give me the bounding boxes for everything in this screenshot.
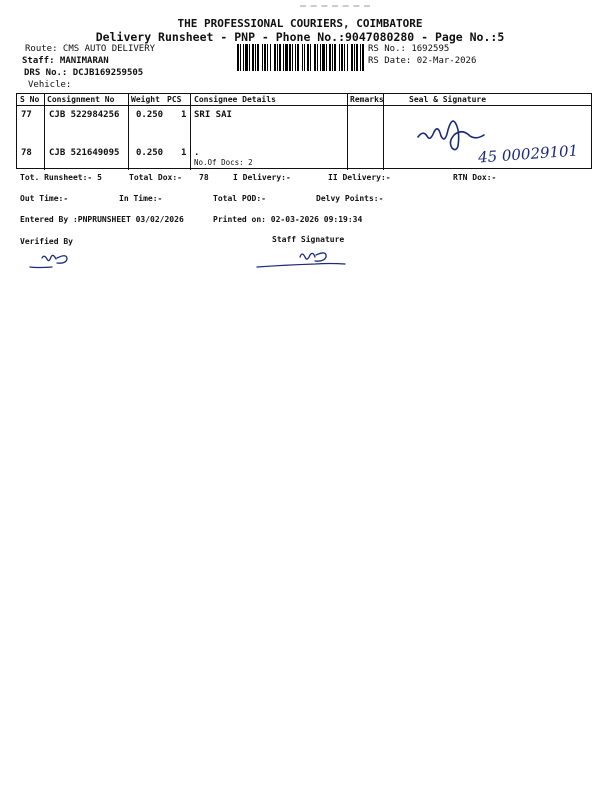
staff-signature-scribble bbox=[255, 242, 355, 272]
row1-weight: 0.250 bbox=[136, 110, 164, 120]
barcode-bar bbox=[362, 44, 364, 71]
header-remarks: Remarks bbox=[350, 95, 384, 104]
row2-sno: 78 bbox=[21, 148, 32, 158]
row2-consignee: . bbox=[194, 148, 200, 158]
runsheet-title: Delivery Runsheet - PNP - Phone No.:9047080280 - Page No.:5 bbox=[95, 30, 505, 44]
barcode-bar bbox=[262, 44, 263, 71]
row1-sno: 77 bbox=[21, 110, 32, 120]
barcode-bar bbox=[283, 44, 284, 71]
barcode-bar bbox=[356, 44, 358, 71]
row2-consignment: CJB 521649095 bbox=[49, 148, 120, 158]
rtn-dox-label: RTN Dox:- bbox=[453, 173, 497, 182]
barcode-bar bbox=[249, 44, 250, 71]
rs-no-text: RS No.: 1692595 bbox=[368, 44, 450, 54]
total-dox-label: Total Dox:- bbox=[129, 173, 182, 182]
header-consignee: Consignee Details bbox=[194, 95, 276, 104]
barcode-bar bbox=[302, 44, 303, 71]
barcode-bar bbox=[267, 44, 268, 71]
row1-consignee: SRI SAI bbox=[194, 110, 232, 120]
drs-text: DRS No.: DCJB169259505 bbox=[24, 68, 144, 78]
vehicle-text: Vehicle: bbox=[28, 80, 72, 90]
staff-signature-label: Staff Signature bbox=[272, 235, 345, 244]
barcode-bar bbox=[307, 44, 309, 71]
barcode-bar bbox=[289, 44, 291, 71]
header-consignment: Consignment No bbox=[47, 95, 115, 104]
out-time-label: Out Time:- bbox=[20, 194, 69, 203]
company-title: THE PROFESSIONAL COURIERS, COIMBATORE bbox=[177, 17, 423, 30]
barcode-bar bbox=[237, 44, 239, 71]
barcode-bar bbox=[344, 44, 345, 71]
barcode-bar bbox=[347, 44, 348, 71]
total-pod-label: Total POD:- bbox=[213, 194, 266, 203]
staff-text: Staff: MANIMARAN bbox=[22, 56, 109, 66]
barcode-bar bbox=[264, 44, 266, 71]
route-text: Route: CMS AUTO DELIVERY bbox=[25, 44, 156, 54]
barcode-bar bbox=[277, 44, 278, 71]
barcode-bar bbox=[360, 44, 361, 71]
barcode-bar bbox=[285, 44, 288, 71]
barcode-bar bbox=[243, 44, 244, 71]
barcode-bar bbox=[245, 44, 248, 71]
total-dox-value: 78 bbox=[199, 173, 209, 182]
barcode-bar bbox=[297, 44, 299, 71]
header-seal-signature: Seal & Signature bbox=[409, 95, 487, 104]
row2-pcs: 1 bbox=[181, 148, 187, 158]
barcode-bar bbox=[329, 44, 331, 71]
barcode-bar bbox=[304, 44, 305, 71]
printed-on-text: Printed on: 02-03-2026 09:19:34 bbox=[213, 215, 363, 224]
barcode-bar bbox=[240, 44, 241, 71]
row2-docs-count: No.Of Docs: 2 bbox=[194, 158, 253, 167]
barcode-bar bbox=[255, 44, 256, 71]
in-time-label: In Time:- bbox=[119, 194, 163, 203]
rs-date-text: RS Date: 02-Mar-2026 bbox=[368, 56, 477, 66]
verified-signature-scribble bbox=[12, 248, 72, 273]
barcode-bar bbox=[341, 44, 343, 71]
barcode-bar bbox=[310, 44, 311, 71]
barcode-bar bbox=[326, 44, 327, 71]
row2-weight: 0.250 bbox=[136, 148, 164, 158]
row1-consignment: CJB 522984256 bbox=[49, 110, 120, 120]
header-pcs: PCS bbox=[167, 95, 182, 104]
barcode-bar bbox=[314, 44, 316, 71]
barcode-bar bbox=[317, 44, 318, 71]
top-marks bbox=[300, 5, 370, 9]
delvy-points-label: Delvy Points:- bbox=[316, 194, 384, 203]
verified-by-label: Verified By bbox=[20, 237, 73, 246]
handwritten-number: 45 00029101 bbox=[477, 141, 579, 167]
header-weight: Weight bbox=[131, 95, 160, 104]
barcode-bar bbox=[334, 44, 336, 71]
barcode-bar bbox=[295, 44, 296, 71]
barcode-bar bbox=[332, 44, 333, 71]
ii-delivery-label: II Delivery:- bbox=[328, 173, 391, 182]
barcode-bar bbox=[339, 44, 340, 71]
barcode-image bbox=[237, 44, 364, 71]
tot-runsheet-text: Tot. Runsheet:- 5 bbox=[20, 173, 102, 182]
barcode-bar bbox=[292, 44, 293, 71]
barcode-bar bbox=[270, 44, 271, 71]
barcode-bar bbox=[351, 44, 353, 71]
i-delivery-label: I Delivery:- bbox=[233, 173, 291, 182]
entered-by-text: Entered By :PNPRUNSHEET 03/02/2026 bbox=[20, 215, 184, 224]
barcode-bar bbox=[274, 44, 276, 71]
barcode-bar bbox=[279, 44, 281, 71]
barcode-bar bbox=[322, 44, 325, 71]
barcode-bar bbox=[320, 44, 321, 71]
header-sno: S No bbox=[20, 95, 40, 104]
barcode-bar bbox=[252, 44, 254, 71]
barcode-bar bbox=[354, 44, 355, 71]
row1-pcs: 1 bbox=[181, 110, 187, 120]
barcode-bar bbox=[257, 44, 259, 71]
